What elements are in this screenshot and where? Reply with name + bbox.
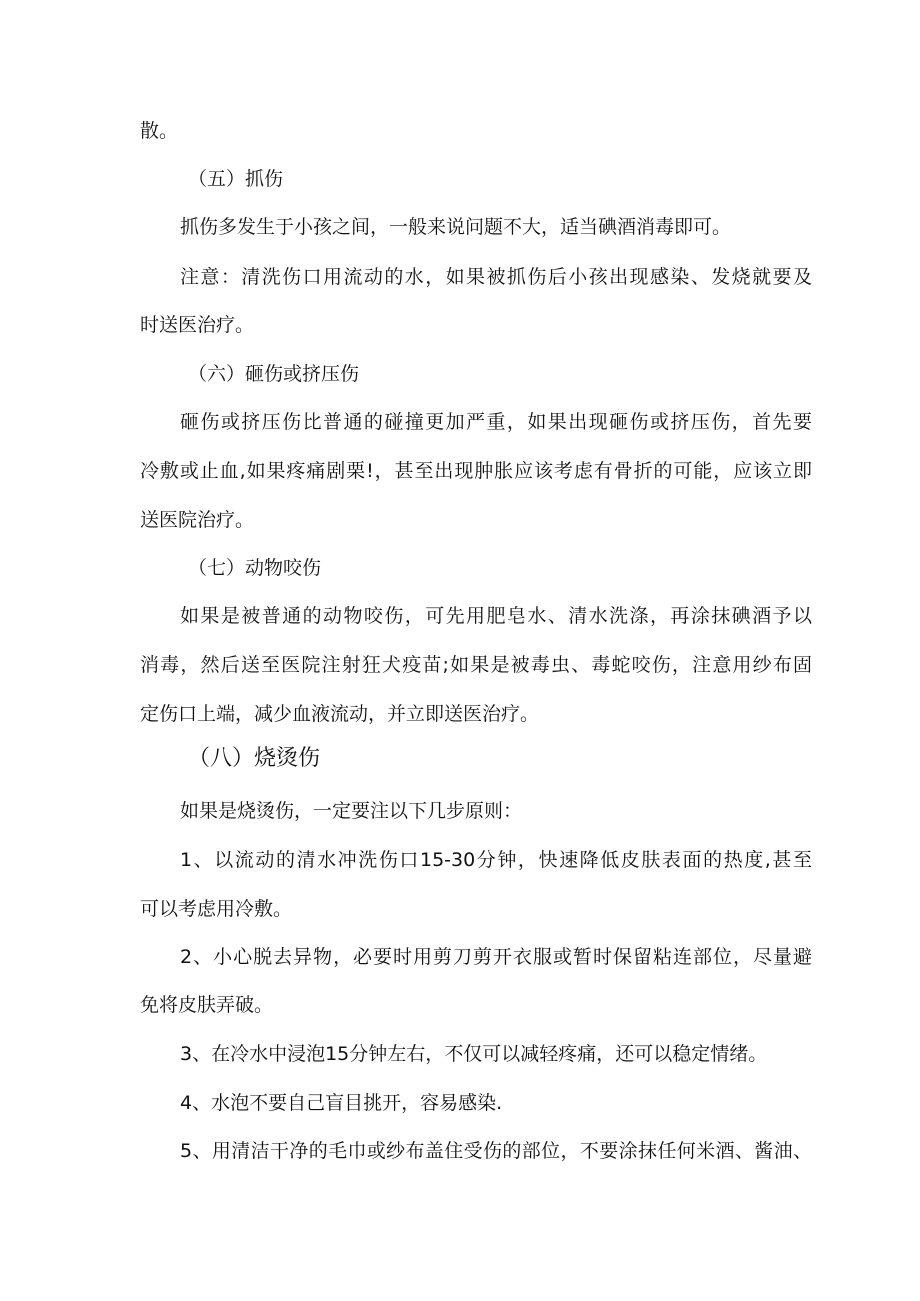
list-item: 3、在冷水中浸泡15分钟左右，不仅可以减轻疼痛，还可以稳定情绪。 xyxy=(180,1043,768,1065)
list-item: 5、用清洁干净的毛巾或纱布盖住受伤的部位，不要涂抹任何米酒、酱油、 xyxy=(180,1140,812,1162)
paragraph-line: 时送医治疗。 xyxy=(140,314,255,336)
section-heading-8: （八）烧烫伤 xyxy=(188,746,321,771)
paragraph-line: 砸伤或挤压伤比普通的碰撞更加严重，如果出现砸伤或挤压伤，首先要 xyxy=(180,411,812,433)
paragraph-line: 抓伤多发生于小孩之间，一般来说问题不大，适当碘酒消毒即可。 xyxy=(180,216,732,238)
paragraph-line: 如果是被普通的动物咬伤，可先用肥皂水、清水洗涤，再涂抹碘酒予以 xyxy=(180,605,812,627)
paragraph-line: 如果是烧烫伤，一定要注以下几步原则： xyxy=(180,800,523,822)
paragraph-line: 注意：清洗伤口用流动的水，如果被抓伤后小孩出现感染、发烧就要及 xyxy=(180,266,812,288)
section-heading-6: （六）砸伤或挤压伤 xyxy=(188,363,360,385)
section-heading-5: （五）抓伤 xyxy=(188,168,284,190)
paragraph-line: 冷敷或止血,如果疼痛剧栗!，甚至出现肿胀应该考虑有骨折的可能，应该立即 xyxy=(140,460,812,482)
list-item-continuation: 可以考虑用冷敷。 xyxy=(140,898,293,920)
paragraph-line: 送医院治疗。 xyxy=(140,509,255,531)
list-item: 4、水泡不要自己盲目挑开，容易感染. xyxy=(180,1092,503,1114)
list-item: 2、小心脱去异物，必要时用剪刀剪开衣服或暂时保留粘连部位，尽量避 xyxy=(180,946,812,968)
list-item-continuation: 免将皮肤弄破。 xyxy=(140,994,274,1016)
section-heading-7: （七）动物咬伤 xyxy=(188,557,322,579)
text-line: 散。 xyxy=(140,120,179,142)
paragraph-line: 定伤口上端，减少血液流动，并立即送医治疗。 xyxy=(140,703,540,725)
list-item: 1、以流动的清水冲洗伤口15-30分钟，快速降低皮肤表面的热度,甚至 xyxy=(180,849,812,871)
paragraph-line: 消毒，然后送至医院注射狂犬疫苗;如果是被毒虫、毒蛇咬伤，注意用纱布固 xyxy=(140,654,812,676)
